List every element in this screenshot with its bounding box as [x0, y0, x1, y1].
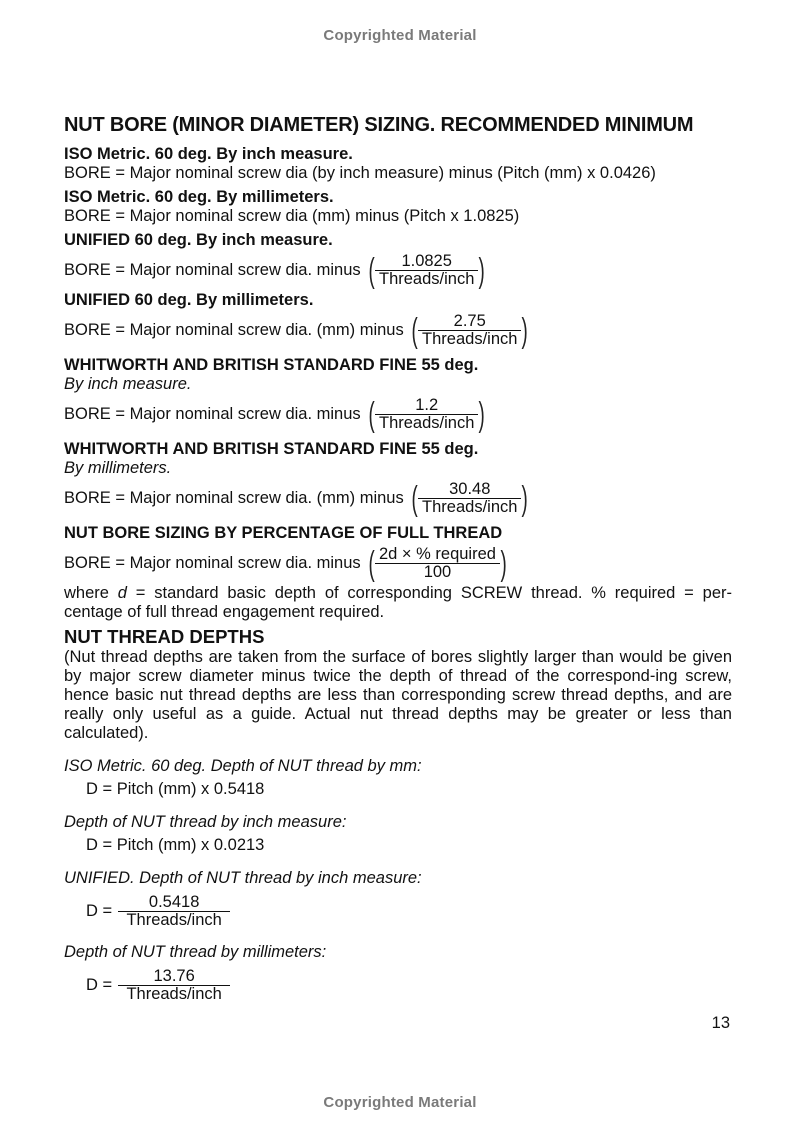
fraction-group: ( $\frac{2.75}{\text{Threads/inch}}$ ): [411, 311, 529, 350]
bore-formula: [64, 481, 732, 516]
section-iso-metric-mm: [64, 188, 732, 226]
bore-formula: [64, 253, 732, 288]
depth-formula: [86, 968, 732, 1003]
formula-prefix: BORE = Major nominal screw dia. (mm) minus: [64, 321, 404, 339]
depth-label: UNIFIED. Depth of NUT thread by inch measure:: [64, 869, 422, 887]
formula-prefix: D =: [86, 902, 113, 920]
section-unified-inch: [64, 231, 732, 288]
depth-formula: [86, 894, 732, 929]
note-text: where: [64, 584, 118, 602]
copyright-watermark-top: Copyrighted Material: [323, 27, 477, 44]
fraction-group: ( $\frac{30.48}{\text{Threads/inch}}$ ): [411, 479, 529, 518]
formula-prefix: BORE = Major nominal screw dia. minus: [64, 261, 361, 279]
fraction-denominator: Threads/inch: [378, 270, 475, 288]
section-heading: UNIFIED 60 deg. By inch measure.: [64, 231, 333, 249]
fraction-numerator: 2d × % required: [375, 546, 500, 564]
depth-formula: D = Pitch (mm) x 0.5418: [86, 780, 265, 798]
page-content: [64, 113, 732, 1003]
depth-formula: D = Pitch (mm) x 0.0213: [86, 836, 265, 854]
depths-intro: (Nut thread depths are taken from the surface of bores slightly larger than would be given by major screw diameter minus twice the depth of thread of the correspond-ing screw, hence basic nut thread depths are less than corresponding screw thread depths, and are really only useful as a guide. Actual nut thread depths may be greater or less than calculated).: [64, 648, 732, 742]
note-variable: d: [117, 584, 127, 602]
fraction-numerator: 2.75: [418, 313, 521, 331]
depth-label: Depth of NUT thread by millimeters:: [64, 943, 327, 961]
bore-formula: [64, 546, 732, 581]
depth-label: ISO Metric. 60 deg. Depth of NUT thread by mm:: [64, 757, 422, 775]
section-subheading: By millimeters.: [64, 459, 172, 477]
section-heading: WHITWORTH AND BRITISH STANDARD FINE 55 deg.: [64, 356, 479, 374]
fraction-numerator: 30.48: [418, 481, 521, 499]
fraction-denominator: Threads/inch: [378, 414, 475, 432]
section-heading: NUT BORE SIZING BY PERCENTAGE OF FULL THREAD: [64, 524, 503, 542]
fraction-numerator: 1.2: [375, 397, 478, 415]
fraction-denominator: Threads/inch: [422, 330, 518, 348]
section-heading: WHITWORTH AND BRITISH STANDARD FINE 55 deg.: [64, 440, 479, 458]
depth-label: Depth of NUT thread by inch measure:: [64, 813, 347, 831]
fraction-numerator: 1.0825: [375, 253, 478, 271]
section-iso-metric-inch: [64, 145, 732, 183]
formula-prefix: BORE = Major nominal screw dia. minus: [64, 554, 361, 572]
section-whitworth-inch: [64, 356, 732, 432]
page-title: NUT BORE (MINOR DIAMETER) SIZING. RECOMMENDED MINIMUM: [64, 114, 694, 136]
fraction-denominator: Threads/inch: [422, 498, 518, 516]
section-heading: UNIFIED 60 deg. By millimeters.: [64, 291, 314, 309]
section-subheading: By inch measure.: [64, 375, 192, 393]
depth-item: [64, 757, 732, 799]
fraction-numerator: 13.76: [118, 968, 230, 986]
fraction-denominator: Threads/inch: [126, 985, 222, 1003]
copyright-watermark-bottom: Copyrighted Material: [323, 1094, 477, 1111]
depth-item: [64, 943, 732, 1003]
page-number: 13: [711, 1014, 730, 1032]
section-unified-mm: [64, 291, 732, 348]
fraction-denominator: 100: [423, 563, 452, 581]
bore-formula: [64, 313, 732, 348]
section-percentage: [64, 524, 732, 622]
depth-item: [64, 869, 732, 929]
fraction-group: ( $\frac{\text{2d × \% required}}{100}$ ): [368, 544, 507, 583]
section-whitworth-mm: [64, 440, 732, 516]
section-heading: ISO Metric. 60 deg. By inch measure.: [64, 145, 353, 163]
bore-formula: BORE = Major nominal screw dia (mm) minus (Pitch x 1.0825): [64, 207, 520, 225]
fraction-numerator: 0.5418: [118, 894, 230, 912]
note-text: = standard basic depth of corresponding SCREW thread. % required = per-centage of full thread engagement required.: [64, 584, 732, 621]
fraction-denominator: Threads/inch: [126, 911, 222, 929]
depths-heading: NUT THREAD DEPTHS: [64, 626, 265, 647]
bore-formula: [64, 397, 732, 432]
section-heading: ISO Metric. 60 deg. By millimeters.: [64, 188, 334, 206]
depth-item: [64, 813, 732, 855]
bore-formula: BORE = Major nominal screw dia (by inch measure) minus (Pitch (mm) x 0.0426): [64, 164, 656, 182]
formula-prefix: D =: [86, 976, 113, 994]
percentage-note: [64, 584, 732, 622]
fraction-group: ( $\frac{1.2}{\text{Threads/inch}}$ ): [368, 395, 486, 434]
formula-prefix: BORE = Major nominal screw dia. minus: [64, 405, 361, 423]
formula-prefix: BORE = Major nominal screw dia. (mm) minus: [64, 489, 404, 507]
fraction-group: ( $\frac{1.0825}{\text{Threads/inch}}$ ): [368, 251, 486, 290]
